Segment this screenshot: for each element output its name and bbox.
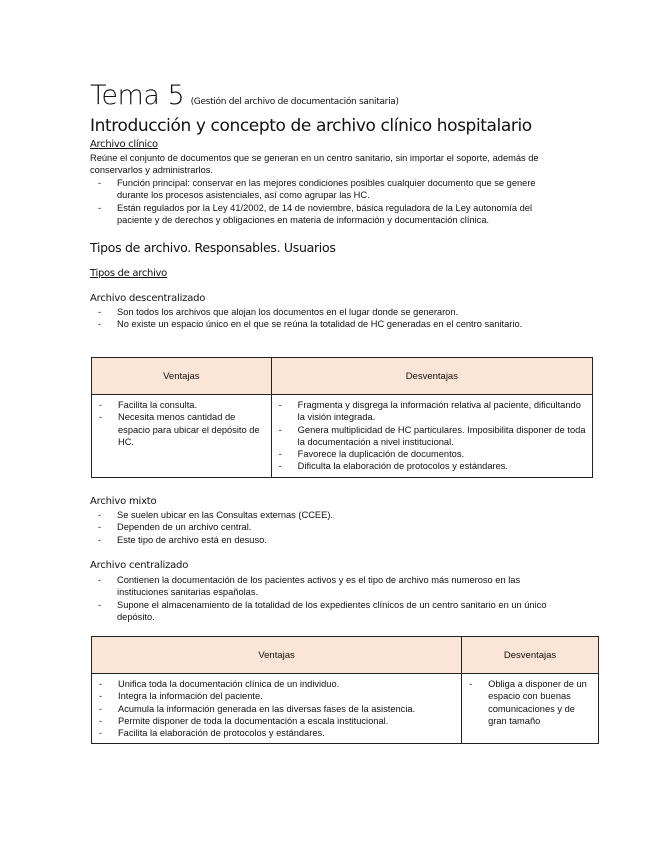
list-item: - Facilita la consulta. bbox=[99, 399, 265, 411]
list-item: - Son todos los archivos que alojan los documentos en el lugar donde se generaron. bbox=[98, 306, 548, 318]
desventajas-cell bbox=[462, 674, 599, 744]
list-item: - Contienen la documentación de los pacientes activos y es el tipo de archivo más numeroso en las instituciones sanitarias españolas. bbox=[98, 574, 550, 599]
centralizado-list bbox=[98, 574, 550, 623]
descentralizado-list bbox=[98, 306, 548, 331]
table-header-row bbox=[92, 358, 593, 395]
ventajas-cell bbox=[92, 395, 272, 478]
table-row bbox=[92, 674, 599, 744]
table-header-row bbox=[92, 637, 599, 674]
ventajas-header: Ventajas bbox=[92, 358, 272, 395]
list-item: - Necesita menos cantidad de espacio para ubicar el depósito de HC. bbox=[99, 411, 265, 448]
list-item: - Están regulados por la Ley 41/2002, de 14 de noviembre, básica reguladora de la Ley autonomía del paciente y de derechos y obligaciones en materia de información y documentación clínica. bbox=[98, 202, 540, 227]
centralizado-label: Archivo centralizado bbox=[90, 560, 189, 571]
tipos-subheading: Tipos de archivo bbox=[90, 268, 167, 279]
descentralizado-table bbox=[91, 357, 593, 478]
list-item: - Unifica toda la documentación clínica de un individuo. bbox=[99, 678, 455, 690]
section-title: Introducción y concepto de archivo clínico hospitalario bbox=[90, 116, 532, 136]
desventajas-cell bbox=[271, 395, 592, 478]
table-row bbox=[92, 395, 593, 478]
list-item: - Integra la información del paciente. bbox=[99, 690, 455, 702]
list-item: - Se suelen ubicar en las Consultas externas (CCEE). bbox=[98, 509, 548, 521]
desventajas-header: Desventajas bbox=[271, 358, 592, 395]
list-item: - Acumula la información generada en las diversas fases de la asistencia. bbox=[99, 703, 455, 715]
tipos-heading: Tipos de archivo. Responsables. Usuarios bbox=[90, 240, 336, 255]
list-item: - Este tipo de archivo está en desuso. bbox=[98, 534, 548, 546]
list-item: - Permite disponer de toda la documentación a escala institucional. bbox=[99, 715, 455, 727]
centralizado-table bbox=[91, 636, 599, 744]
list-item: - Supone el almacenamiento de la totalidad de los expedientes clínicos de un centro sanitario en un único depósito. bbox=[98, 599, 550, 624]
archivo-clinico-list bbox=[98, 177, 540, 226]
tema-subtitle: (Gestión del archivo de documentación sanitaria) bbox=[190, 97, 399, 107]
list-item: - Facilita la elaboración de protocolos y estándares. bbox=[99, 727, 455, 739]
ventajas-header: Ventajas bbox=[92, 637, 462, 674]
list-item: - Genera multiplicidad de HC particulares. Imposibilita disponer de toda la documentación a nivel institucional. bbox=[279, 424, 586, 449]
mixto-list bbox=[98, 509, 548, 546]
list-item: - Dificulta la elaboración de protocolos y estándares. bbox=[279, 460, 586, 472]
desventajas-header: Desventajas bbox=[462, 637, 599, 674]
list-item: - Obliga a disponer de un espacio con buenas comunicaciones y de gran tamaño bbox=[469, 678, 592, 727]
list-item: - Dependen de un archivo central. bbox=[98, 521, 548, 533]
archivo-clinico-paragraph: Reúne el conjunto de documentos que se generan en un centro sanitario, sin importar el soporte, además de conservarlos y administrarlos. bbox=[90, 153, 539, 176]
descentralizado-label: Archivo descentralizado bbox=[90, 293, 206, 304]
mixto-label: Archivo mixto bbox=[90, 496, 157, 507]
ventajas-cell bbox=[92, 674, 462, 744]
list-item: - Favorece la duplicación de documentos. bbox=[279, 448, 586, 460]
document-title bbox=[90, 80, 399, 111]
archivo-clinico-heading: Archivo clínico bbox=[90, 139, 158, 150]
list-item: - Fragmenta y disgrega la información relativa al paciente, dificultando la visión integrada. bbox=[279, 399, 586, 424]
list-item: - Función principal: conservar en las mejores condiciones posibles cualquier documento que se genere durante los procesos asistenciales, así como agrupar las HC. bbox=[98, 177, 540, 202]
tema-heading: Tema 5 bbox=[90, 80, 185, 111]
list-item: - No existe un espacio único en el que se reúna la totalidad de HC generadas en el centro sanitario. bbox=[98, 318, 548, 330]
